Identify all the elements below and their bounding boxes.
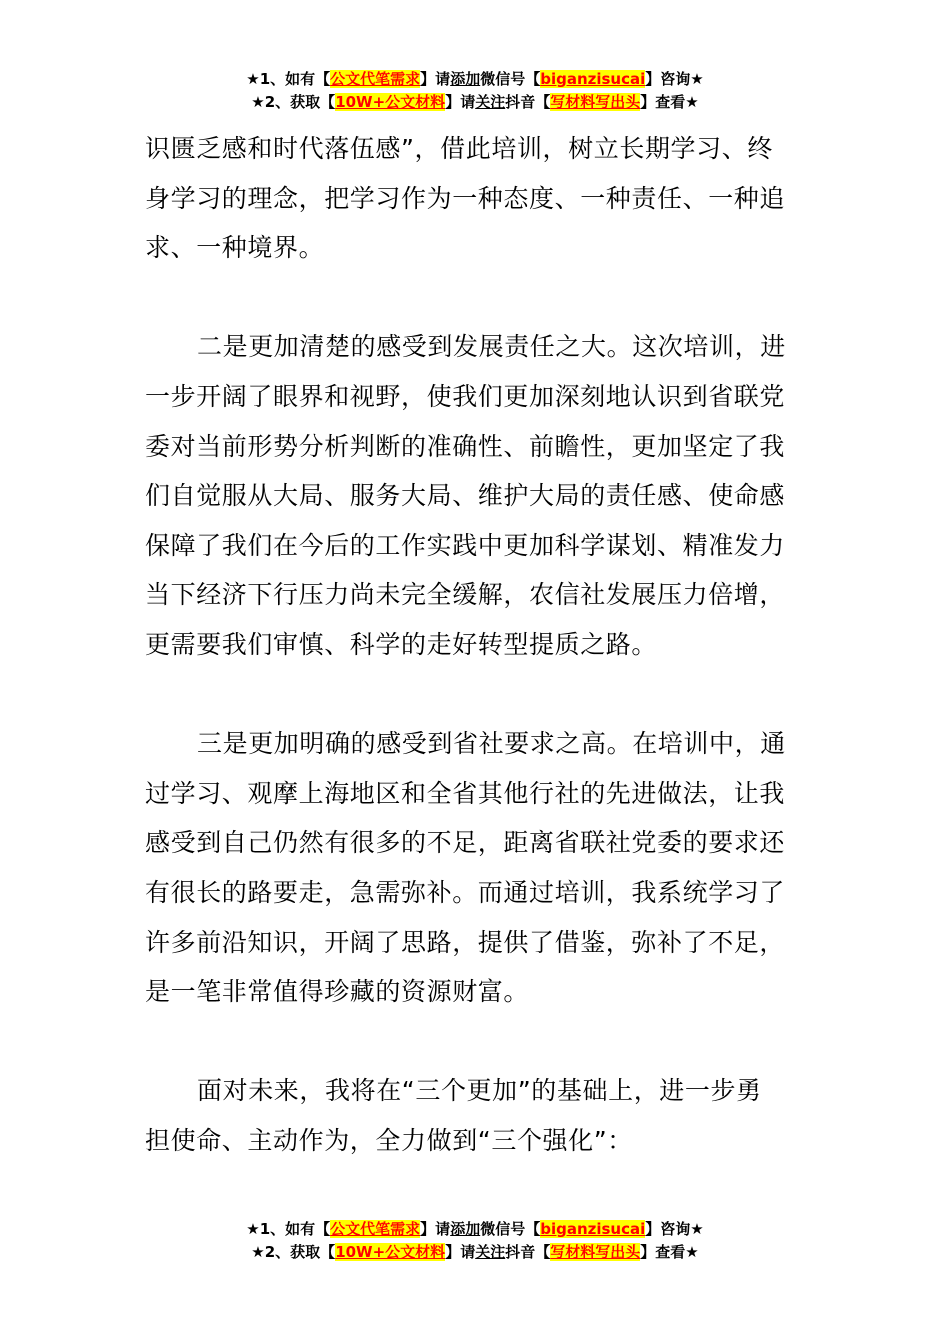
banner-highlight: 写材料写出头 — [550, 93, 641, 111]
text-line: 担使命、主动作为，全力做到“三个强化”： — [145, 1125, 633, 1155]
paragraph-gap — [145, 273, 807, 323]
banner-highlight: biganzisucai — [540, 70, 646, 88]
banner-text: 】咨询★ — [645, 70, 704, 88]
banner-text: 】请 — [445, 1243, 476, 1261]
banner-text: ★2、获取【 — [251, 93, 336, 111]
paragraph-3 — [145, 719, 807, 1017]
text-line: 更需要我们审慎、科学的走好转型提质之路。 — [145, 629, 658, 659]
banner-text: 微信号【 — [480, 70, 541, 88]
text-line: 许多前沿知识，开阔了思路，提供了借鉴，弥补了不足， — [145, 927, 786, 957]
banner-line-1 — [0, 68, 950, 91]
paragraph-4 — [145, 1066, 807, 1165]
banner-highlight: 公文代笔需求 — [330, 70, 421, 88]
banner-highlight: 10W+公文材料 — [335, 93, 446, 111]
text-line: 委对当前形势分析判断的准确性、前瞻性，更加坚定了我 — [145, 431, 786, 461]
text-line: 保障了我们在今后的工作实践中更加科学谋划、精准发力 — [145, 530, 786, 560]
banner-text: 抖音【 — [505, 1243, 551, 1261]
text-line: 过学习、观摩上海地区和全省其他行社的先进做法，让我 — [145, 778, 786, 808]
text-line: 二是更加清楚的感受到发展责任之大。这次培训，进 — [197, 332, 786, 362]
text-line: 有很长的路要走，急需弥补。而通过培训，我系统学习了 — [145, 877, 786, 907]
paragraph-1 — [145, 124, 807, 273]
text-line: 身学习的理念，把学习作为一种态度、一种责任、一种追 — [145, 183, 786, 213]
document-body — [145, 124, 807, 1165]
banner-emphasis: 添加 — [450, 1220, 481, 1238]
banner-line-2 — [0, 91, 950, 114]
text-line: 求、一种境界。 — [145, 233, 325, 263]
text-line: 三是更加明确的感受到省社要求之高。在培训中，通 — [197, 729, 786, 759]
banner-text: 】查看★ — [640, 93, 699, 111]
banner-text: 】查看★ — [640, 1243, 699, 1261]
paragraph-2 — [145, 322, 807, 669]
banner-emphasis: 添加 — [450, 70, 481, 88]
banner-highlight: 写材料写出头 — [550, 1243, 641, 1261]
text-line: 当下经济下行压力尚未完全缓解，农信社发展压力倍增， — [145, 580, 786, 610]
banner-highlight: biganzisucai — [540, 1220, 646, 1238]
banner-highlight: 公文代笔需求 — [330, 1220, 421, 1238]
banner-highlight: 10W+公文材料 — [335, 1243, 446, 1261]
banner-text: ★1、如有【 — [246, 70, 331, 88]
text-line: 是一笔非常值得珍藏的资源财富。 — [145, 977, 530, 1007]
paragraph-gap — [145, 670, 807, 720]
banner-text: 微信号【 — [480, 1220, 541, 1238]
paragraph-gap — [145, 1017, 807, 1067]
banner-emphasis: 关注 — [475, 1243, 506, 1261]
footer-banner — [0, 1218, 950, 1264]
text-line: 识匮乏感和时代落伍感”，借此培训，树立长期学习、终 — [145, 134, 773, 163]
banner-text: 】请 — [420, 70, 451, 88]
banner-text: ★2、获取【 — [251, 1243, 336, 1261]
banner-text: 抖音【 — [505, 93, 551, 111]
banner-text: 】请 — [445, 93, 476, 111]
text-line: 们自觉服从大局、服务大局、维护大局的责任感、使命感 — [145, 481, 786, 511]
text-line: 感受到自己仍然有很多的不足，距离省联社党委的要求还 — [145, 828, 786, 858]
banner-text: ★1、如有【 — [246, 1220, 331, 1238]
banner-line-1 — [0, 1218, 950, 1241]
text-line: 一步开阔了眼界和视野，使我们更加深刻地认识到省联党 — [145, 381, 786, 411]
banner-text: 】请 — [420, 1220, 451, 1238]
banner-text: 】咨询★ — [645, 1220, 704, 1238]
header-banner — [0, 68, 950, 114]
banner-line-2 — [0, 1241, 950, 1264]
banner-emphasis: 关注 — [475, 93, 506, 111]
text-line: 面对未来，我将在“三个更加”的基础上，进一步勇 — [197, 1076, 762, 1106]
